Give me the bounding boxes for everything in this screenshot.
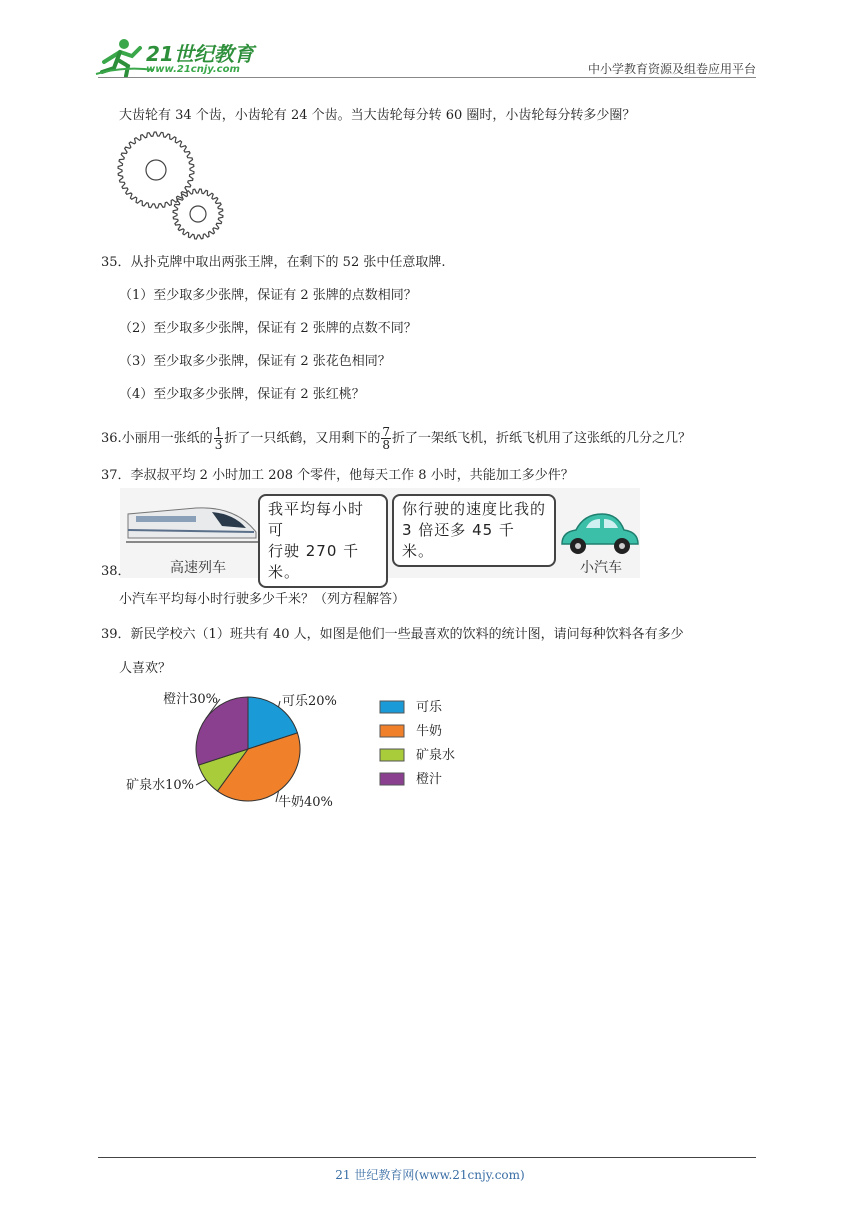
pie-callout-label-0: 可乐20% [282, 694, 337, 709]
beverage-pie-chart [110, 685, 490, 820]
train-caption: 高速列车 [170, 560, 226, 576]
big-gear-hub [146, 160, 166, 180]
q35-text: 35．从扑克牌中取出两张王牌，在剩下的 52 张中任意取牌. [101, 255, 446, 270]
q38-number: 38． [101, 564, 131, 579]
legend-swatch-3 [380, 773, 404, 785]
legend-label-2: 矿泉水 [416, 748, 456, 763]
q38-question: 小汽车平均每小时行驶多少千米？（列方程解答） [119, 592, 406, 607]
frac2-num: 7 [382, 425, 390, 439]
pie-callout-line-0 [279, 701, 280, 707]
q36-fraction-2 [381, 426, 391, 451]
high-speed-train-icon [126, 494, 260, 550]
q35-sub-4: （4）至少取多少张牌，保证有 2 张红桃？ [119, 387, 365, 402]
small-gear-hub [190, 206, 206, 222]
q36-part1: 36.小丽用一张纸的 [101, 431, 213, 446]
pie-callout-line-2 [196, 780, 206, 785]
frac1-den: 3 [214, 438, 223, 452]
q36-part2: 折了一只纸鹤，又用剩下的 [224, 431, 381, 446]
q39-line1: 39．新民学校六（1）班共有 40 人，如图是他们一些最喜欢的饮料的统计图，请问每种饮料各有多少 [101, 627, 684, 642]
site-logo [94, 36, 264, 80]
pie-callout-label-1: 牛奶40% [278, 795, 333, 810]
car-icon [558, 510, 640, 558]
footer-text: 21 世纪教育网(www.21cnjy.com) [335, 1168, 525, 1182]
logo-url: www.21cnjy.com [146, 64, 240, 75]
car-speech-bubble [392, 494, 556, 567]
bubble2-line2: 3 倍还多 45 千米。 [402, 521, 515, 560]
header-divider [98, 77, 756, 78]
header-platform-text: 中小学教育资源及组卷应用平台 [587, 62, 756, 76]
q39-line2: 人喜欢？ [119, 661, 172, 676]
train-speech-bubble [258, 494, 388, 588]
legend-label-0: 可乐 [416, 700, 443, 715]
legend-swatch-2 [380, 749, 404, 761]
legend-swatch-0 [380, 701, 404, 713]
car-caption: 小汽车 [580, 560, 622, 576]
q35-sub-2: （2）至少取多少张牌，保证有 2 张牌的点数不同？ [119, 321, 417, 336]
q36-fraction-1 [214, 426, 224, 451]
legend-label-3: 橙汁 [416, 772, 443, 787]
pie-callout-label-2: 矿泉水10% [126, 778, 194, 793]
bubble2-line1: 你行驶的速度比我的 [402, 500, 547, 518]
bubble1-line2: 行驶 270 千米。 [268, 542, 360, 581]
logo-title: 21世纪教育 [146, 42, 254, 66]
bubble1-line1: 我平均每小时可 [268, 500, 365, 539]
frac1-num: 1 [214, 425, 223, 439]
gears-icon [116, 128, 228, 244]
frac2-den: 8 [382, 438, 390, 452]
q37-text: 37．李叔叔平均 2 小时加工 208 个零件，他每天工作 8 小时，共能加工多少件？ [101, 468, 574, 483]
q35-sub-3: （3）至少取多少张牌，保证有 2 张花色相同？ [119, 354, 391, 369]
q36-text [101, 426, 691, 451]
q36-part3: 折了一架纸飞机，折纸飞机用了这张纸的几分之几？ [391, 431, 691, 446]
q35-sub-1: （1）至少取多少张牌，保证有 2 张牌的点数相同？ [119, 288, 417, 303]
legend-label-1: 牛奶 [416, 724, 443, 739]
footer-divider [98, 1157, 756, 1158]
legend-swatch-1 [380, 725, 404, 737]
pie-callout-label-3: 橙汁30% [163, 692, 218, 707]
q34-text: 大齿轮有 34 个齿，小齿轮有 24 个齿。当大齿轮每分转 60 圈时，小齿轮每分转多少圈？ [119, 108, 636, 123]
